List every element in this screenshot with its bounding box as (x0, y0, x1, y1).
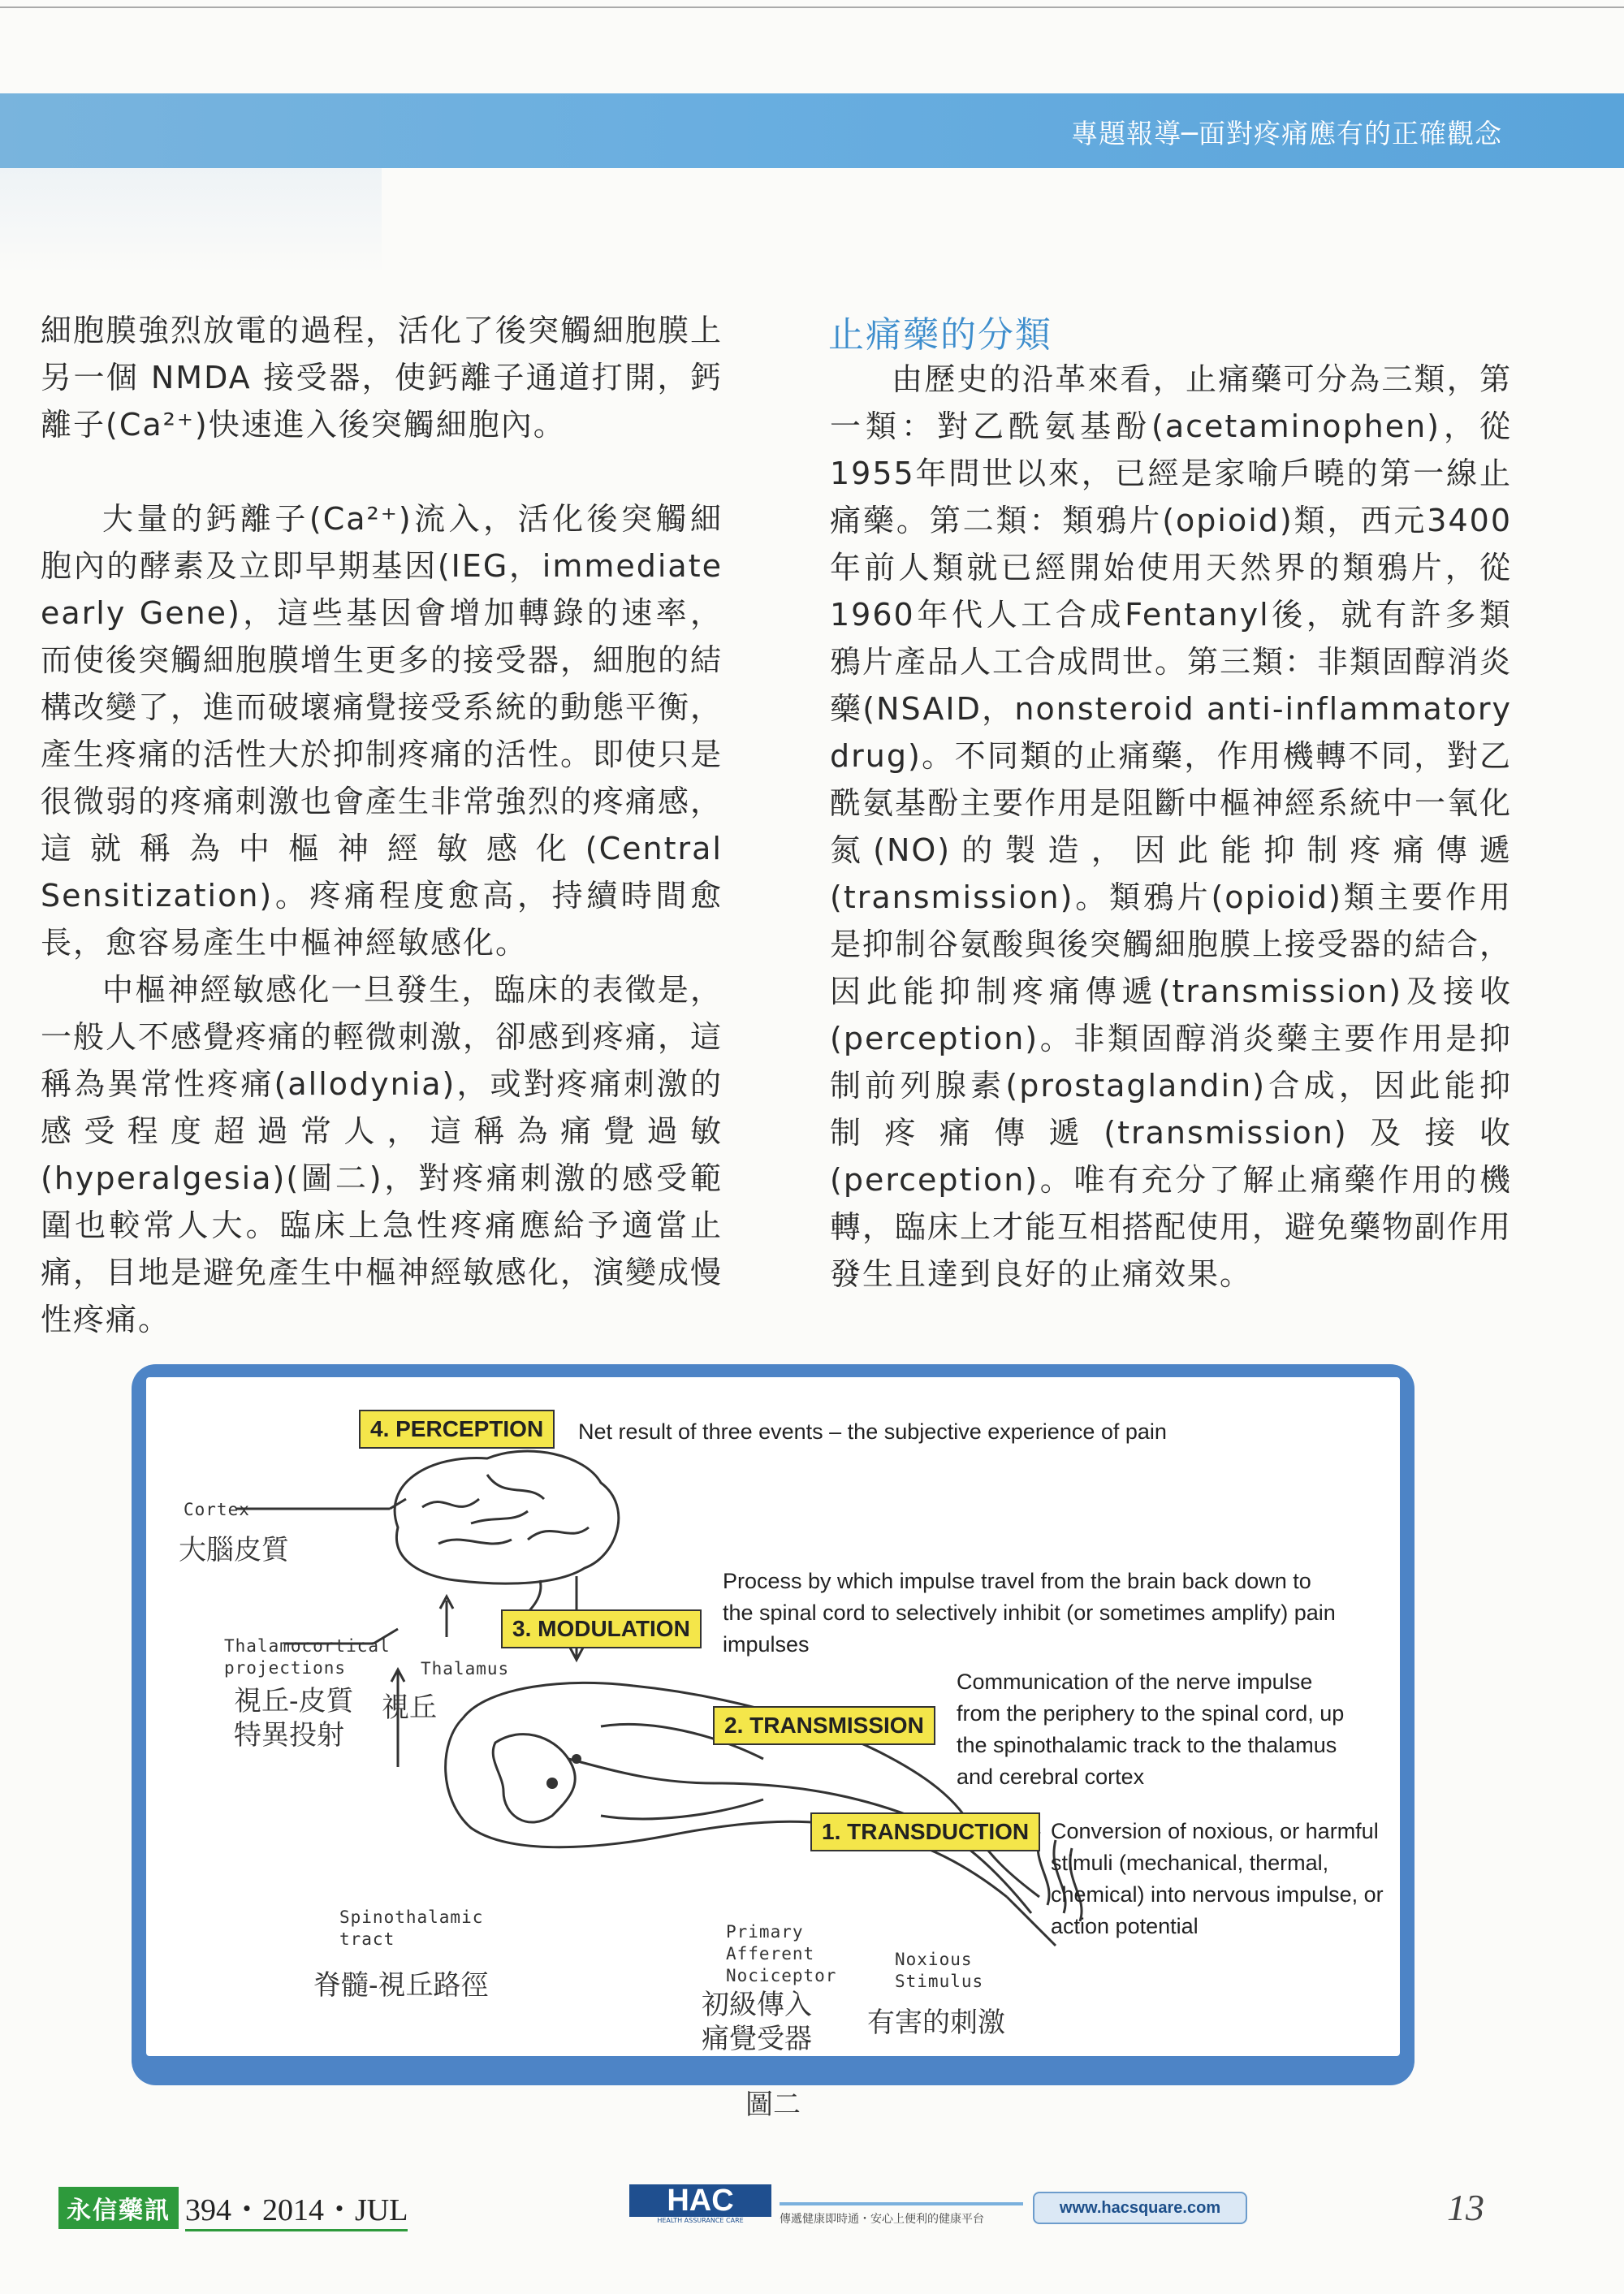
spinothalamic-label-en: Spinothalamic tract (339, 1907, 484, 1949)
brand-logo: 永信藥訊 (58, 2187, 179, 2229)
thalamus-label-en: Thalamus (421, 1659, 510, 1678)
thalamocortical-label-en: Thalamocortical projections (224, 1636, 391, 1678)
spinothalamic-label-zh: 脊髓-視丘路徑 (313, 1969, 489, 2002)
section-heading: 止痛藥的分類 (828, 314, 1052, 356)
thalamocortical-label-zh: 視丘-皮質 特異投射 (234, 1685, 354, 1752)
footer-issue (58, 2188, 408, 2227)
modulation-label: 3. MODULATION (501, 1609, 702, 1648)
nociceptor-label-zh: 初級傳入 痛覺受器 (702, 1989, 812, 2055)
perception-label: 4. PERCEPTION (359, 1410, 555, 1449)
top-rule (0, 6, 1624, 8)
hac-logo: HAC HEALTH ASSURANCE CARE (629, 2184, 771, 2227)
thalamus-label-zh: 視丘 (382, 1691, 437, 1724)
figure-panel (146, 1377, 1400, 2056)
left-paragraph-1: 細胞膜強烈放電的過程，活化了後突觸細胞膜上另一個 NMDA 接受器，使鈣離子通道打開，鈣離子(Ca²⁺)快速進入後突觸細胞內。 (41, 313, 723, 443)
figure-pain-pathway (132, 1364, 1415, 2121)
header-title: 專題報導─面對疼痛應有的正確觀念 (1071, 118, 1502, 149)
stimulus-label-zh: 有害的刺激 (867, 2007, 1005, 2039)
perception-description: Net result of three events – the subjective experience of pain (578, 1419, 1167, 1444)
nociceptor-label-en: Primary Afferent Nociceptor (726, 1922, 837, 1985)
stimulus-label-en: Noxious Stimulus (895, 1950, 984, 1991)
hac-divider (780, 2202, 1023, 2205)
cortex-label-zh: 大腦皮質 (179, 1534, 289, 1566)
issue-info: 394・2014・JUL (185, 2184, 408, 2231)
transmission-label: 2. TRANSMISSION (713, 1706, 935, 1745)
transmission-description: Communication of the nerve impulse from the periphery to the spinal cord, up the spinothalamic track to the thalamus and cerebral cortex (957, 1670, 1345, 1789)
background-watermark (0, 168, 382, 274)
hac-tagline: 傳遞健康即時通・安心上便利的健康平台 (780, 2213, 984, 2226)
left-paragraph-2: 大量的鈣離子(Ca²⁺)流入，活化後突觸細胞內的酵素及立即早期基因(IEG，immediate early Gene)，這些基因會增加轉錄的速率，而使後突觸細胞膜增生更多的接受器，細胞的結構改變了，進而破壞痛覺接受系統的動態平衡，產生疼痛的活性大於抑制疼痛的活性。即使只是很微弱的疼痛刺激也會產生非常強烈的疼痛感，這就稱為中樞神經敏感化(Central Sensitization)。疼痛程度愈高，持續時間愈長，愈容易產生中樞神經敏感化。 (41, 501, 723, 961)
page-number: 13 (1447, 2187, 1484, 2228)
cortex-label-en: Cortex (184, 1500, 250, 1519)
right-column (830, 356, 1512, 1298)
modulation-description: Process by which impulse travel from the brain back down to the spinal cord to selectively inhibit (or sometimes amplify) pain impulses (723, 1569, 1336, 1657)
transduction-label: 1. TRANSDUCTION (810, 1812, 1040, 1851)
right-paragraph-1: 由歷史的沿革來看，止痛藥可分為三類，第一類：對乙酰氨基酚(acetaminophen)，從1955年問世以來，已經是家喻戶曉的第一線止痛藥。第二類：類鴉片(opioid)類，西元3400年前人類就已經開始使用天然界的類鴉片，從1960年代人工合成Fentanyl後，就有許多類鴉片產品人工合成問世。第三類：非類固醇消炎藥(NSAID，nonsteroid anti-inflammatory drug)。不同類的止痛藥，作用機轉不同，對乙酰氨基酚主要作用是阻斷中樞神經系統中一氧化氮(NO)的製造，因此能抑制疼痛傳遞(transmission)。類鴉片(opioid)類主要作用是抑制谷氨酸與後突觸細胞膜上接受器的結合，因此能抑制疼痛傳遞(transmission)及接收(perception)。非類固醇消炎藥主要作用是抑制前列腺素(prostaglandin)合成，因此能抑制疼痛傳遞(transmission)及接收(perception)。唯有充分了解止痛藥作用的機轉，臨床上才能互相搭配使用，避免藥物副作用發生且達到良好的止痛效果。 (830, 361, 1513, 1292)
left-column (41, 307, 723, 1343)
left-paragraph-3: 中樞神經敏感化一旦發生，臨床的表徵是，一般人不感覺疼痛的輕微刺激，卻感到疼痛，這稱為異常性疼痛(allodynia)，或對疼痛刺激的感受程度超過常人，這稱為痛覺過敏(hyperalgesia)(圖二)，對疼痛刺激的感受範圍也較常人大。臨床上急性疼痛應給予適當止痛，目地是避免產生中樞神經敏感化，演變成慢性疼痛。 (41, 972, 723, 1337)
transduction-description: Conversion of noxious, or harmful stimuli (mechanical, thermal, chemical) into nervous impulse, or action potential (1051, 1819, 1384, 1938)
hac-url-link[interactable]: www.hacsquare.com (1033, 2192, 1247, 2224)
figure-caption: 圖二 (745, 2089, 801, 2121)
header-band (0, 93, 1624, 168)
